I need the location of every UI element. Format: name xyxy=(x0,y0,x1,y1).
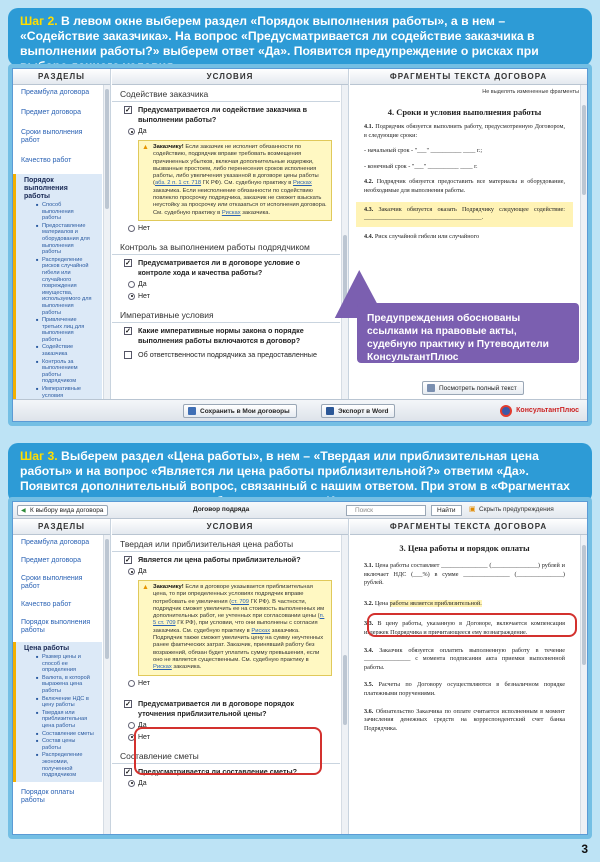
warning-icon: ▲ xyxy=(142,584,149,591)
doc-paragraph-text: Цена xyxy=(373,599,390,607)
doc-paragraph-text: Заказчик обязуется оплатить выполненную работу в течение _______________ с момента подписания акта приемки выполненной работы. xyxy=(364,646,565,671)
annotation-highlight-fragment xyxy=(367,613,577,637)
annotation-highlight-question xyxy=(134,727,322,775)
doc-paragraph-number: 4.3. xyxy=(364,205,374,213)
word-icon xyxy=(326,407,334,415)
nav-item-price[interactable] xyxy=(13,642,102,782)
nav-item-subject[interactable]: Предмет договора xyxy=(21,109,81,116)
nav-sub-item[interactable]: ■ Привлечение третьих лиц для выполнения работы xyxy=(36,317,94,343)
doc-paragraph-number: 3.6. xyxy=(364,707,374,715)
nav-sub-item[interactable]: ■ Составление сметы xyxy=(36,731,94,738)
option-label: Нет xyxy=(138,679,150,687)
warning-box xyxy=(138,140,332,221)
warning-box xyxy=(138,580,332,676)
checkbox[interactable]: ✓ xyxy=(125,259,131,267)
back-to-contract-types-button[interactable]: ◀ К выбору вида договора xyxy=(17,505,108,516)
doc-paragraph-text: В цену работы, указанную в Договоре, включается компенсация издержек Подрядчика и причитающееся ему вознаграждение. xyxy=(364,620,565,636)
question-text: Является ли цена работы приблизительной? xyxy=(138,555,301,564)
doc-paragraph-text: Заказчик обязуется оказать Подрядчику следующее содействие: ______________________________________. xyxy=(364,205,565,222)
document-icon xyxy=(427,384,435,392)
warning-text: заказчика. Если неисполнение обязанности по содействию повлекло просрочку подрядчика, заказчик не сможет взыскать неустойку за просрочку или отказаться от исполнения договора. См. судебную практику в xyxy=(153,187,327,216)
nav-sub-item[interactable]: ■ Контроль за выполнением работы подрядчиком xyxy=(36,359,94,385)
checkbox[interactable]: ✓ xyxy=(125,768,131,776)
step-2-label: Шаг 2. xyxy=(20,14,58,28)
search-input[interactable]: Поиск xyxy=(346,505,426,516)
doc-line: - начальный срок - "___" __________ ____ г.; xyxy=(364,147,483,155)
warning-text: Если в договоре указывается приблизительная цена, то при определенных условиях подрядчик вправе потребовать ее увеличения ( xyxy=(153,584,313,605)
doc-paragraph-number: 3.1. xyxy=(364,562,374,569)
warning-icon: ▲ xyxy=(142,144,149,151)
doc-paragraph xyxy=(350,645,579,675)
doc-paragraph-number: 3.3. xyxy=(364,620,374,628)
nav-item-work-procedure[interactable] xyxy=(13,174,102,402)
consultant-logo xyxy=(500,404,579,418)
doc-paragraph xyxy=(350,706,579,736)
doc-paragraph xyxy=(350,121,579,142)
conditions-scrollbar[interactable] xyxy=(341,85,348,399)
doc-line: - конечный срок - "___" __________ ____ г. xyxy=(364,162,478,170)
export-word-button[interactable] xyxy=(321,404,395,418)
question-assistance[interactable] xyxy=(112,102,340,126)
bottom-toolbar xyxy=(13,399,587,421)
nav-sublist xyxy=(24,654,94,779)
warning-link[interactable]: п. 5 ст. 709 xyxy=(153,613,325,627)
option-label: Да xyxy=(138,280,147,288)
sections-header: РАЗДЕЛЫ xyxy=(13,519,110,535)
window-title: Договор подряда xyxy=(193,506,250,513)
nav-item-payment[interactable]: Порядок оплаты работы xyxy=(21,788,75,804)
nav-item-quality[interactable]: Качество работ xyxy=(21,157,72,164)
radio-yes[interactable] xyxy=(128,568,135,575)
warning-text: заказчика. xyxy=(240,209,271,216)
checkbox[interactable]: ✓ xyxy=(125,327,131,335)
option-label: Нет xyxy=(138,224,150,232)
logo-icon xyxy=(500,405,512,417)
screenshot-frame-2 xyxy=(8,497,592,839)
nav-item-deadlines[interactable]: Сроки выполнения работ xyxy=(21,129,83,144)
warning-link[interactable]: Рисках xyxy=(221,209,241,216)
doc-paragraph-text: Цена работы составляет _______________ (_______________) рублей и включает НДС (___%) в сумме _______________ (_______________) рублей. xyxy=(364,562,565,587)
step-3-instruction xyxy=(8,443,592,503)
nav-sub-item[interactable]: ■ Размер цены и способ ее определения xyxy=(36,654,94,674)
hide-warnings-toggle[interactable]: ▣ Скрыть предупреждения xyxy=(469,505,554,516)
window-topbar xyxy=(13,502,587,519)
warning-text: Если заказчик не исполнит обязанности по содействию, подрядчик вправе требовать возмещения причиненных убытков, включая дополнительные издержки, вызванные простоем, либо перенесения сроков исполнения работы, либо увеличения указанной в договоре цены работы ( xyxy=(153,144,319,187)
sections-scrollbar[interactable] xyxy=(103,85,110,399)
warning-link[interactable]: ст. 709 xyxy=(231,598,250,605)
question-control[interactable] xyxy=(112,255,340,279)
doc-section-title: 3. Цена работы и порядок оплаты xyxy=(399,543,530,553)
step-2-text: В левом окне выберем раздел «Порядок выполнения работы», а в нем – «Содействие заказчика». На вопрос «Предусматривается ли содействие заказчика в выполнении работы?» выберем ответ «Да». Появится предупреждение о рисках при xyxy=(20,14,539,58)
fragments-header: ФРАГМЕНТЫ ТЕКСТА ДОГОВОРА xyxy=(350,69,587,85)
nav-item-work-procedure-label: Порядок выполнения работы xyxy=(24,177,68,200)
radio-no[interactable] xyxy=(128,293,135,300)
app-window-2 xyxy=(12,501,588,835)
warning-link[interactable]: Рисках xyxy=(153,664,172,671)
nav-sub-item[interactable]: ■ Распределение экономии, полученной подрядчиком xyxy=(36,752,94,778)
button-label: Экспорт в Word xyxy=(338,408,389,415)
nav-sub-item[interactable]: ■ Распределение рисков случайной гибели или случайного повреждения имущества, используемого для выполнения работы xyxy=(36,257,94,316)
nav-item-price-label: Цена работы xyxy=(24,645,70,652)
option-label: Да xyxy=(138,128,147,135)
step-2-instruction xyxy=(8,8,592,66)
option-yes[interactable] xyxy=(112,566,340,578)
conditions-panel xyxy=(112,69,349,399)
warning-text: заказчика. xyxy=(171,664,202,671)
question-text: Предусматривается ли составление сметы? xyxy=(138,766,298,776)
doc-paragraph xyxy=(350,679,579,700)
sections-header: РАЗДЕЛЫ xyxy=(13,69,110,85)
option-yes[interactable] xyxy=(112,279,340,291)
conditions-scrollbar[interactable] xyxy=(341,535,348,834)
sections-scrollbar[interactable] xyxy=(103,535,110,834)
nav-item-work-procedure[interactable]: Порядок выполнения работы xyxy=(21,619,91,634)
question-approx-price[interactable] xyxy=(112,552,340,566)
checkbox[interactable]: ✓ xyxy=(125,700,131,708)
nav-sub-item[interactable]: ■ Предоставление материалов и оборудования для выполнения работы xyxy=(36,223,94,256)
hide-changes-label: Не выделять измененные фрагменты xyxy=(482,89,579,95)
option-no[interactable] xyxy=(112,223,340,235)
doc-paragraph-highlighted xyxy=(356,202,573,227)
callout-note: Предупреждения обоснованы ссылками на правовые акты, судебную практику и Путеводители КонсультантПлюс xyxy=(357,303,579,363)
fragments-header: ФРАГМЕНТЫ ТЕКСТА ДОГОВОРА xyxy=(350,519,587,535)
nav-sub-item[interactable]: ■ Состав цены работы xyxy=(36,738,94,751)
sections-panel xyxy=(13,519,111,834)
radio-yes[interactable] xyxy=(128,281,135,288)
button-label: Сохранить в Мои договоры xyxy=(200,408,290,415)
doc-paragraph-number: 3.5. xyxy=(364,681,374,689)
section-title-control: Контроль за выполнением работы подрядчиком xyxy=(112,239,340,255)
question-price-clarification[interactable] xyxy=(112,696,340,720)
option-label: Да xyxy=(138,721,147,729)
doc-paragraph-text: Подрядчик обязуется предоставить все материалы и оборудование, необходимые для выполнения работы. xyxy=(364,178,565,194)
option-imperative[interactable] xyxy=(112,347,340,361)
option-label: Да xyxy=(138,779,147,787)
doc-paragraph-number: 4.1. xyxy=(364,123,374,130)
doc-paragraph-text: Риск случайной гибели или случайного xyxy=(373,232,480,240)
warning-link[interactable]: абз. 2 п. 1 ст. 718 xyxy=(154,180,202,187)
radio-yes[interactable] xyxy=(128,128,135,135)
doc-paragraph xyxy=(350,231,579,244)
section-title-assistance: Содействие заказчика xyxy=(112,86,340,102)
checkbox[interactable]: ✓ xyxy=(125,107,131,114)
warning-link[interactable]: Рисках xyxy=(251,627,271,634)
nav-item-preamble[interactable]: Преамбула договора xyxy=(21,89,90,96)
nav-item-preamble[interactable]: Преамбула договора xyxy=(21,539,90,546)
option-yes[interactable] xyxy=(112,778,340,790)
section-title-imperative: Императивные условия xyxy=(112,307,340,323)
doc-paragraph-number: 3.2. xyxy=(364,599,374,607)
screenshot-frame-1 xyxy=(8,64,592,426)
doc-paragraph-highlighted xyxy=(350,598,579,611)
logo-text: КонсультантПлюс xyxy=(516,407,579,414)
conditions-header: УСЛОВИЯ xyxy=(112,69,348,85)
option-yes[interactable] xyxy=(112,126,340,138)
section-title-fixed-price: Твердая или приблизительная цена работы xyxy=(112,536,340,552)
page-number: 3 xyxy=(581,842,588,856)
warning-text: ГК РФ). В частности, подрядчик сможет увеличить ее на стоимость выполненных им дополнительных работ, не учтенных при согласовании цены ( xyxy=(153,598,325,620)
option-label: Да xyxy=(138,568,147,575)
warning-link[interactable]: Рисках xyxy=(292,180,312,187)
doc-highlighted-text: работы является приблизительной. xyxy=(389,599,482,607)
doc-paragraph xyxy=(350,176,579,197)
doc-paragraph-text: Расчеты по Договору осуществляются в безналичном порядке платежными поручениями. xyxy=(364,681,565,697)
save-icon xyxy=(188,407,196,415)
fragments-panel xyxy=(350,519,587,834)
fragments-scrollbar[interactable] xyxy=(580,85,587,399)
conditions-panel xyxy=(112,519,349,834)
radio-no[interactable] xyxy=(128,680,135,687)
step-3-text: Выберем раздел «Цена работы», в нем – «Твердая или приблизительная цена работы» и на вопрос «Является ли цена работы приблизительной?» ответим «Да». Появится дополнительный вопрос, связанный с нашим ответом. При этом в «Фрагментах xyxy=(20,449,570,493)
nav-item-subject[interactable]: Предмет договора xyxy=(21,557,81,564)
option-label: Нет xyxy=(138,733,150,741)
nav-sublist xyxy=(24,202,94,399)
option-no[interactable] xyxy=(112,291,340,303)
nav-sub-item[interactable]: ■ Твердая или приблизительная цена работы xyxy=(36,710,94,730)
view-full-text-button[interactable] xyxy=(422,381,524,395)
warning-title: Заказчику! xyxy=(153,584,184,590)
nav-sub-item[interactable]: ■ Императивные условия xyxy=(36,386,94,399)
question-text: Предусматривается ли в договоре условие о контроле хода и качества работы? xyxy=(138,257,301,277)
doc-paragraph-number: 3.4. xyxy=(364,646,374,654)
button-label: Посмотреть полный текст xyxy=(439,385,517,392)
find-button[interactable]: Найти xyxy=(431,505,462,516)
hide-changes-toggle[interactable] xyxy=(350,85,587,99)
checkbox[interactable]: ✓ xyxy=(125,557,131,564)
question-text: Какие императивные нормы закона о порядке выполнения работы включаются в договор? xyxy=(138,325,304,345)
step-3-label: Шаг 3. xyxy=(20,449,58,463)
warning-text: заказчика. Подрядчик также сможет увеличить цену на сумму неучтенных ранее фактических затрат. Заказчик, принявший работу без возражений, обязан будет уплатить сумму превышения, если оно не является существенным. См. судебную практику в xyxy=(153,627,324,663)
option-label: Нет xyxy=(138,292,150,300)
warning-title: Заказчику! xyxy=(153,144,184,150)
warning-text: ГК РФ), при условии, что они выполнены с согласия заказчика. См. судебную практику в xyxy=(153,620,318,634)
question-text: Предусматривается ли содействие заказчика в выполнении работы? xyxy=(138,105,308,124)
nav-item-deadlines[interactable]: Сроки выполнения работ xyxy=(21,575,83,590)
option-no[interactable] xyxy=(112,678,340,690)
doc-paragraph-text: Обязательство Заказчика по оплате считается исполненным в момент зачисления денежных средств на корреспондентский счет банка Подрядчика. xyxy=(364,707,565,732)
doc-paragraph-number: 4.2. xyxy=(364,178,374,186)
question-imperative[interactable] xyxy=(112,323,340,347)
doc-section-title: 4. Сроки и условия выполнения работы xyxy=(387,107,542,117)
nav-item-quality[interactable]: Качество работ xyxy=(21,601,72,608)
question-text: Предусматривается ли в договоре порядок уточнения приблизительной цены? xyxy=(138,698,294,718)
sections-panel xyxy=(13,69,111,399)
doc-paragraph xyxy=(350,560,579,590)
section-title-estimate: Составление сметы xyxy=(112,748,340,764)
save-to-my-contracts-button[interactable] xyxy=(183,404,297,418)
app-window-1 xyxy=(12,68,588,422)
fragments-scrollbar[interactable] xyxy=(580,535,587,834)
doc-paragraph-text: Подрядчик обязуется выполнить работу, предусмотренную Договором, в следующие сроки: xyxy=(364,123,565,139)
nav-sub-item[interactable]: ■ Включение НДС в цену работы xyxy=(36,696,94,709)
conditions-header: УСЛОВИЯ xyxy=(112,519,348,535)
nav-sub-item[interactable]: ■ Валюта, в которой выражена цена работы xyxy=(36,675,94,695)
doc-paragraph-number: 4.4. xyxy=(364,232,374,240)
option-label: Об ответственности подрядчика за предоставленные xyxy=(138,349,317,359)
radio-no[interactable] xyxy=(128,225,135,232)
radio-yes[interactable] xyxy=(128,780,135,787)
nav-sub-item[interactable]: ■ Содействие заказчика xyxy=(36,344,94,357)
radio-yes[interactable] xyxy=(128,722,135,729)
warning-text: ГК РФ). См. судебную практику в xyxy=(201,180,293,187)
nav-sub-item[interactable]: ■ Способ выполнения работы xyxy=(36,202,94,222)
checkbox[interactable] xyxy=(124,351,132,359)
